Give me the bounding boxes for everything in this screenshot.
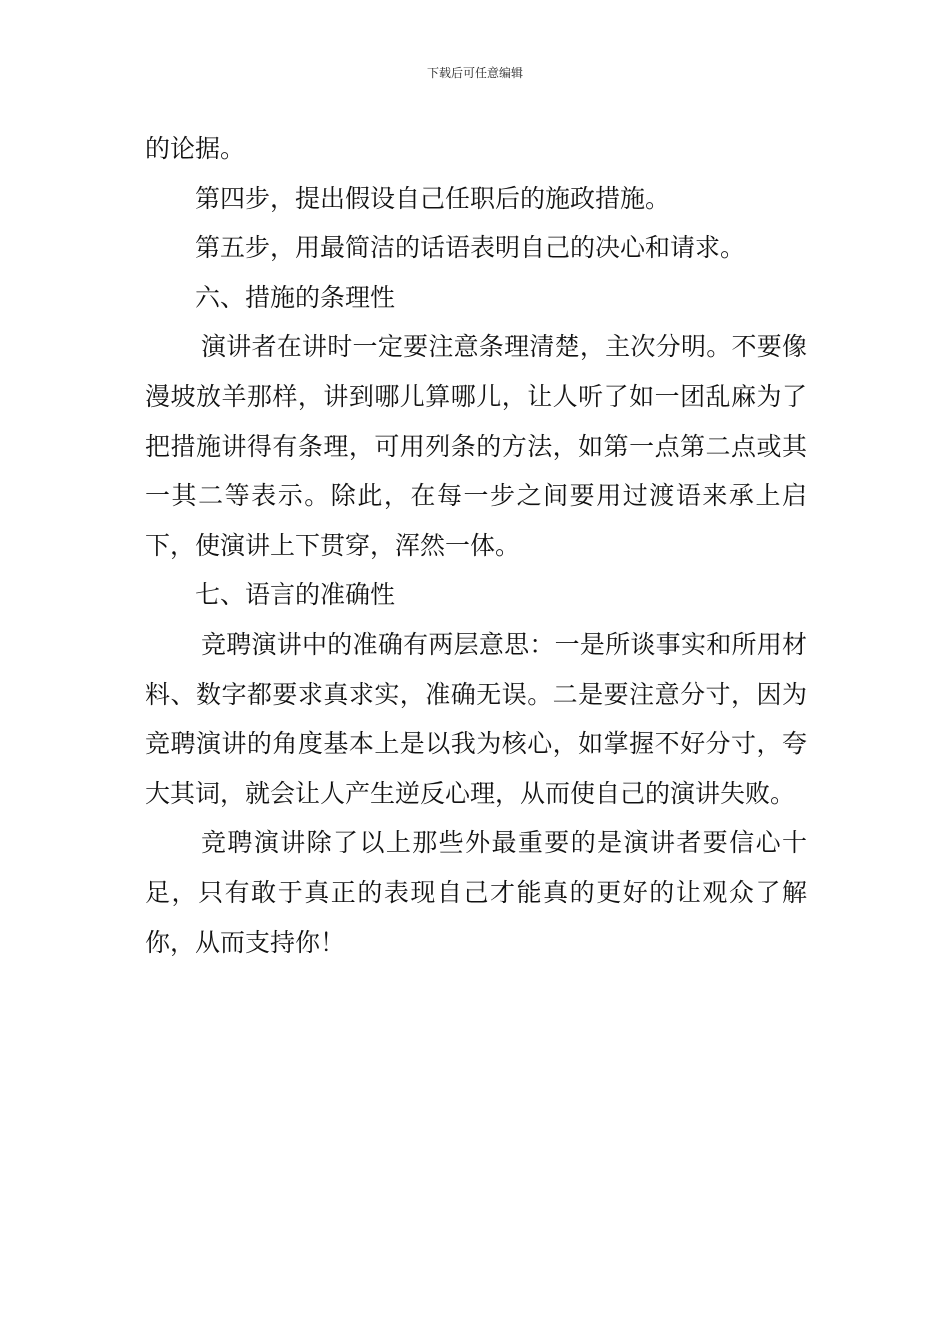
paragraph-measures: 演讲者在讲时一定要注意条理清楚，主次分明。不要像漫坡放羊那样，讲到哪儿算哪儿，让人听了如一团乱麻为了把措施讲得有条理，可用列条的方法，如第一点第二点或其一其二等表示。除此，在每一步之间要用过渡语来承上启下，使演讲上下贯穿，浑然一体。 bbox=[145, 332, 807, 560]
paragraph-conclusion: 竞聘演讲除了以上那些外最重要的是演讲者要信心十足，只有敢于真正的表现自己才能真的更好的让观众了解你，从而支持你！ bbox=[145, 828, 807, 957]
page-header: 下载后可任意编辑 bbox=[426, 66, 523, 80]
paragraph-step-five: 第五步，用最简洁的话语表明自己的决心和请求。 bbox=[195, 233, 746, 263]
section-heading-language: 七、语言的准确性 bbox=[195, 580, 396, 610]
document-body bbox=[145, 124, 807, 967]
paragraph-continuation: 的论据。 bbox=[145, 134, 246, 163]
section-heading-measures: 六、措施的条理性 bbox=[195, 282, 396, 312]
paragraph-step-four: 第四步，提出假设自己任职后的施政措施。 bbox=[195, 183, 671, 213]
paragraph-language: 竞聘演讲中的准确有两层意思：一是所谈事实和所用材料、数字都要求真求实，准确无误。二是要注意分寸，因为竞聘演讲的角度基本上是以我为核心，如掌握不好分寸，夸大其词，就会让人产生逆反心理，从而使自己的演讲失败。 bbox=[145, 629, 807, 808]
